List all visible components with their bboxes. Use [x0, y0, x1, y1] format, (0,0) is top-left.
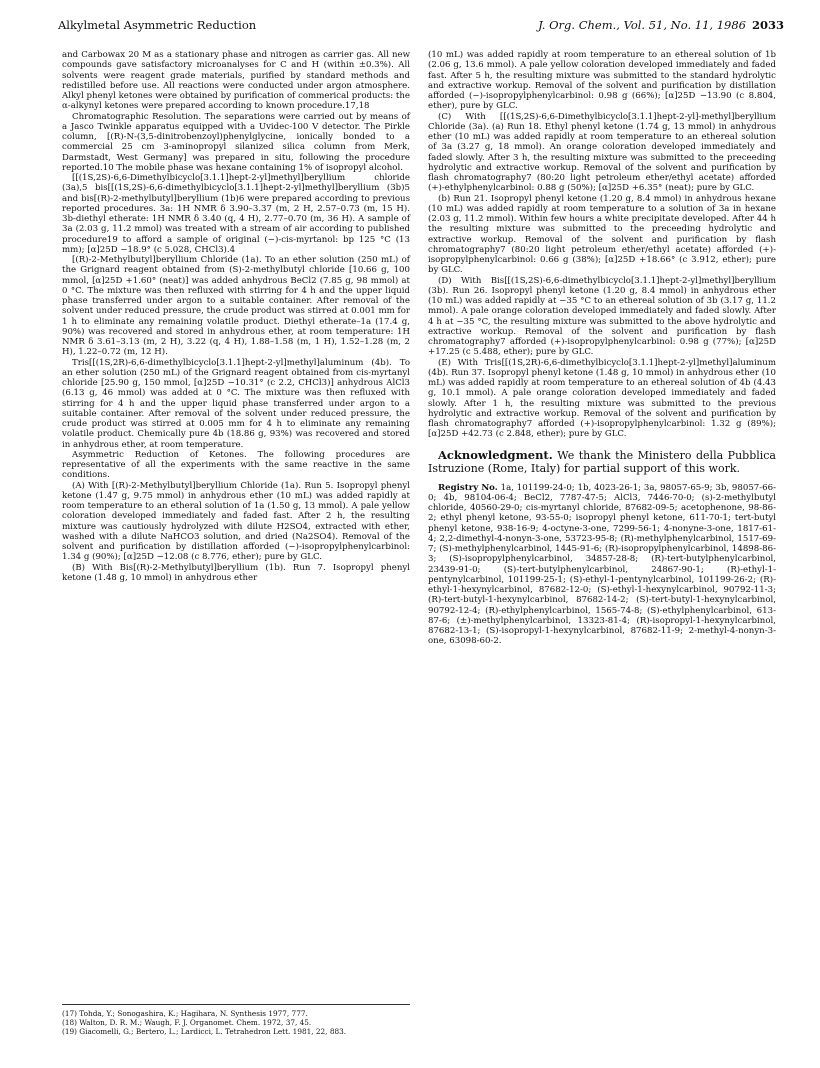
journal-name: J. Org. Chem., Vol. 51, No. 11, 1986: [538, 18, 746, 32]
paragraph: (b) Run 21. Isopropyl phenyl ketone (1.20 g, 8.4 mmol) in anhydrous hexane (10 mL) was added rapidly at room temperature to a solution of 3a in hexane (2.03 g, 11.2 mmol). Within few hours a white precipitate developed. After 44 h the resulting mixture was submitted to the preceeding hydrolytic and extractive workup. Removal of the solvent and purification by flash chromatography7 (80:20 light petroleum ether/ethyl acetate) afforded (+)-isopropylphenylcarbinol: 0.66 g (38%); [α]25D +18.66° (c 3.912, ether); pure by GLC.: [428, 193, 776, 276]
paragraph: Chromatographic Resolution. The separations were carried out by means of a Jasco Twinkle apparatus equipped with a Uvidec-100 V detector. The Pirkle column, [(R)-N-(3,5-dinitrobenzoyl)phenylglycine, ionically bonded to a commercial 25 cm 3-aminopropyl silanized silica column from Merk, Darmstadt, West Germany] was prepared in situ, following the procedure reported.10 The mobile phase was hexane containing 1% of isopropyl alcohol.: [62, 111, 410, 173]
registry-text: 1a, 101199-24-0; 1b, 4023-26-1; 3a, 98057-65-9; 3b, 98057-66-0; 4b, 98104-06-4; BeCl2, 7787-47-5; AlCl3, 7446-70-0; (s)-2-methylbutyl chloride, 40560-29-0; cis-myrtanyl chloride, 87682-09-5; acetophenone, 98-86-2; ethyl phenyl ketone, 93-55-0; isopropyl phenyl ketone, 611-70-1; tert-butyl phenyl ketone, 938-16-9; 4-octyne-3-one, 7299-56-1; 4-nonyne-3-one, 1817-61-4; 2,2-dimethyl-4-nonyn-3-one, 53723-95-8; (R)-methylphenylcarbinol, 1517-69-7; (S)-methylphenylcarbinol, 1445-91-6; (R)-isopropylphenylcarbinol, 14898-86-3; (S)-isopropylphenylcarbinol, 34857-28-8; (R)-tert-butylphenylcarbinol, 23439-91-0; (S)-tert-butylphenylcarbinol, 24867-90-1; (R)-ethyl-1-pentynylcarbinol, 101199-25-1; (S)-ethyl-1-pentynylcarbinol, 101199-26-2; (R)-ethyl-1-hexynylcarbinol, 87682-12-0; (S)-ethyl-1-hexynylcarbinol, 90792-11-3; (R)-tert-butyl-1-hexynylcarbinol, 87682-14-2; (S)-tert-butyl-1-hexynylcarbinol, 90792-12-4; (R)-ethylphenylcarbinol, 1565-74-8; (S)-ethylphenylcarbinol, 613-87-6; (±)-methylphenylcarbinol, 13323-81-4; (R)-isopropyl-1-hexynylcarbinol, 87682-13-1; (S)-isopropyl-1-hexynylcarbinol, 87682-11-9; 2-methyl-4-nonyn-3-one, 63098-60-2.: [428, 482, 776, 647]
acknowledgment-heading: Acknowledgment.: [438, 447, 553, 462]
paragraph: [[(1S,2S)-6,6-Dimethylbicyclo[3.1.1]hept-2-yl]methyl]beryllium chloride (3a),5 bis[[(1S,2S)-6,6-dimethylbicyclo[3.1.1]hept-2-yl]methyl]beryllium (3b)5 and bis[(R)-2-methylbutyl]beryllium (1b)6 were prepared according to previous reported procedures. 3a: 1H NMR δ 3.90–3.37 (m, 2 H, 2.57–0.73 (m, 15 H). 3b-diethyl etherate: 1H NMR δ 3.40 (q, 4 H), 2.77–0.70 (m, 36 H). A sample of 3a (2.03 g, 11.2 mmol) was treated with a stream of air according to published procedure19 to afford a sample of original (−)-cis-myrtanol: bp 125 °C (13 mm); [α]25D −18.9° (c 5.028, CHCl3).4: [62, 173, 410, 255]
footnote: (19) Giacomelli, G.; Bertero, L.; Lardicci, L. Tetrahedron Lett. 1981, 22, 883.: [62, 1027, 347, 1036]
page-number: 2033: [751, 18, 784, 32]
paragraph: (C) With [[(1S,2S)-6,6-Dimethylbicyclo[3.1.1]hept-2-yl]-methyl]beryllium Chloride (3a). (a) Run 18. Ethyl phenyl ketone (1.74 g, 13 mmol) in anhydrous ether (10 mL) was added rapidly at room temperature to an ethereal solution of 3a (3.27 g, 18 mmol). An orange coloration developed immediately and faded slowly. After 3 h, the resulting mixture was submitted to the preceeding hydrolytic and extractive workup. Removal of the solvent and purification by flash chromatography7 (80:20 light petroleum ether/ethyl acetate) afforded (+)-ethylphenylcarbinol: 0.88 g (50%); [α]25D +6.35° (neat); pure by GLC.: [428, 111, 776, 194]
left-column: [62, 50, 410, 583]
footnotes: [62, 1004, 410, 1036]
paragraph: (E) With Tris[[(1S,2R)-6,6-dimethylbicyclo[3.1.1]hept-2-yl]methyl]aluminum (4b). Run 37. Isopropyl phenyl ketone (1.48 g, 10 mmol) in anhydrous ether (10 mL) was added rapidly at room temperature to an ethereal solution of 4b (4.43 g, 10.1 mmol). A pale orange coloration developed immediately and faded slowly. After 1 h, the resulting mixture was submitted to the previous hydrolytic and extractive workup. Removal of the solvent and purification by flash chromatography7 afforded (+)-isopropylphenylcarbinol: 1.32 g (89%); [α]25D +42.73 (c 2.848, ether); pure by GLC.: [428, 357, 776, 440]
paragraph: [(R)-2-Methylbutyl]beryllium Chloride (1a). To an ether solution (250 mL) of the Grignard reagent obtained from (S)-2-methylbutyl chloride [10.66 g, 100 mmol, [α]25D +1.60° (neat)] was added anhydrous BeCl2 (7.85 g, 98 mmol) at 0 °C. The mixture was then refluxed with stirring for 4 h and the upper liquid phase transferred under argon to a suitable container. After removal of the solvent under reduced pressure, the crude product was stirred at 0.001 mm for 1 h to eliminate any remaining volatile product. Diethyl etherate–1a (17.4 g, 90%) was recovered and stored in anhydrous ether, at room temperature: 1H NMR δ 3.61–3.13 (m, 2 H), 3.22 (q, 4 H), 1.88–1.58 (m, 1 H), 1.52–1.28 (m, 2 H), 1.22–0.72 (m, 12 H).: [62, 255, 410, 358]
acknowledgment: [428, 449, 776, 475]
paragraph: (10 mL) was added rapidly at room temperature to an ethereal solution of 1b (2.06 g, 13.6 mmol). A pale yellow coloration developed immediately and faded fast. After 5 h, the resulting mixture was submitted to the standard hydrolytic and extractive workup. Removal of the solvent and purification by distillation afforded (−)-isopropylphenylcarbinol: 0.98 g (66%); [α]25D −13.90 (c 8.804, ether), pure by GLC.: [428, 50, 776, 112]
footnote: (18) Walton, D. R. M.; Waugh, F. J. Organomet. Chem. 1972, 37, 45.: [62, 1018, 312, 1027]
right-column: [428, 50, 776, 647]
registry-heading: Registry No.: [438, 482, 498, 493]
registry-numbers: [428, 483, 776, 647]
footnote: (17) Tohda, Y.; Sonogashira, K.; Hagihara, N. Synthesis 1977, 777.: [62, 1009, 308, 1018]
running-header: [58, 18, 784, 34]
paragraph: and Carbowax 20 M as a stationary phase and nitrogen as carrier gas. All new compounds gave satisfactory microanalyses for C and H (within ±0.3%). All solvents were reagent grade materials, purified by standard methods and redistilled before use. All reactions were conducted under argon atmosphere. Alkyl phenyl ketones were obtained by purification of commerical products: the α-alkynyl ketones were prepared according to known procedure.17,18: [62, 50, 410, 112]
running-title: Alkylmetal Asymmetric Reduction: [58, 18, 257, 32]
journal-citation: [538, 18, 784, 32]
paragraph: Tris[[(1S,2R)-6,6-dimethylbicyclo[3.1.1]hept-2-yl]methyl]aluminum (4b). To an ether solution (250 mL) of the Grignard reagent obtained from cis-myrtanyl chloride [25.90 g, 150 mmol, [α]25D −10.31° (c 2.2, CHCl3)] anhydrous AlCl3 (6.13 g, 46 mmol) was added at 0 °C. The mixture was then refluxed with stirring for 4 h and the upper liquid phase transferred under argon to a suitable container. After removal of the solvent under reduced pressure, the crude product was stirred at 0.005 mm for 4 h to eliminate any remaining volatile product. Chemically pure 4b (18.86 g, 93%) was recovered and stored in anhydrous ether, at room temperature.: [62, 357, 410, 450]
acknowledgment-text: We thank the Ministero della Pubblica Istruzione (Rome, Italy) for partial support of this work.: [428, 448, 776, 475]
paragraph: (A) With [(R)-2-Methylbutyl]beryllium Chloride (1a). Run 5. Isopropyl phenyl ketone (1.47 g, 9.75 mmol) in anhydrous ether (10 mL) was added rapidly at room temperature to an etheral solution of 1a (1.50 g, 13 mmol). A pale yellow coloration developed immediately and faded fast. After 2 h, the resulting mixture was cautiously hydrolyzed with dilute H2SO4, extracted with ether, washed with a dilute NaHCO3 solution, and dried (Na2SO4). Removal of the solvent and purification by distillation afforded (−)-isopropylphenylcarbinol: 1.34 g (90%); [α]25D −12.08 (c 8.776, ether); pure by GLC.: [62, 480, 410, 563]
paragraph: Asymmetric Reduction of Ketones. The following procedures are representative of all the experiments with the same reactive in the same conditions.: [62, 449, 410, 481]
paragraph: (B) With Bis[(R)-2-Methylbutyl]beryllium (1b). Run 7. Isopropyl phenyl ketone (1.48 g, 10 mmol) in anhydrous ether: [62, 562, 410, 583]
paragraph: (D) With Bis[[(1S,2S)-6,6-dimethylbicyclo[3.1.1]hept-2-yl]methyl]beryllium (3b). Run 26. Isopropyl phenyl ketone (1.20 g, 8.4 mmol) in anhydrous ether (10 mL) was added rapidly at −35 °C to an ethereal solution of 3b (3.17 g, 11.2 mmol). A pale orange coloration developed immediately and faded slowly. After 4 h at −35 °C, the resulting mixture was submitted to the above hydrolytic and extractive workup. Removal of the solvent and purification by flash chromatography7 afforded (+)-isopropylphenylcarbinol: 0.98 g (77%); [α]25D +17.25 (c 5.488, ether); pure by GLC.: [428, 275, 776, 358]
